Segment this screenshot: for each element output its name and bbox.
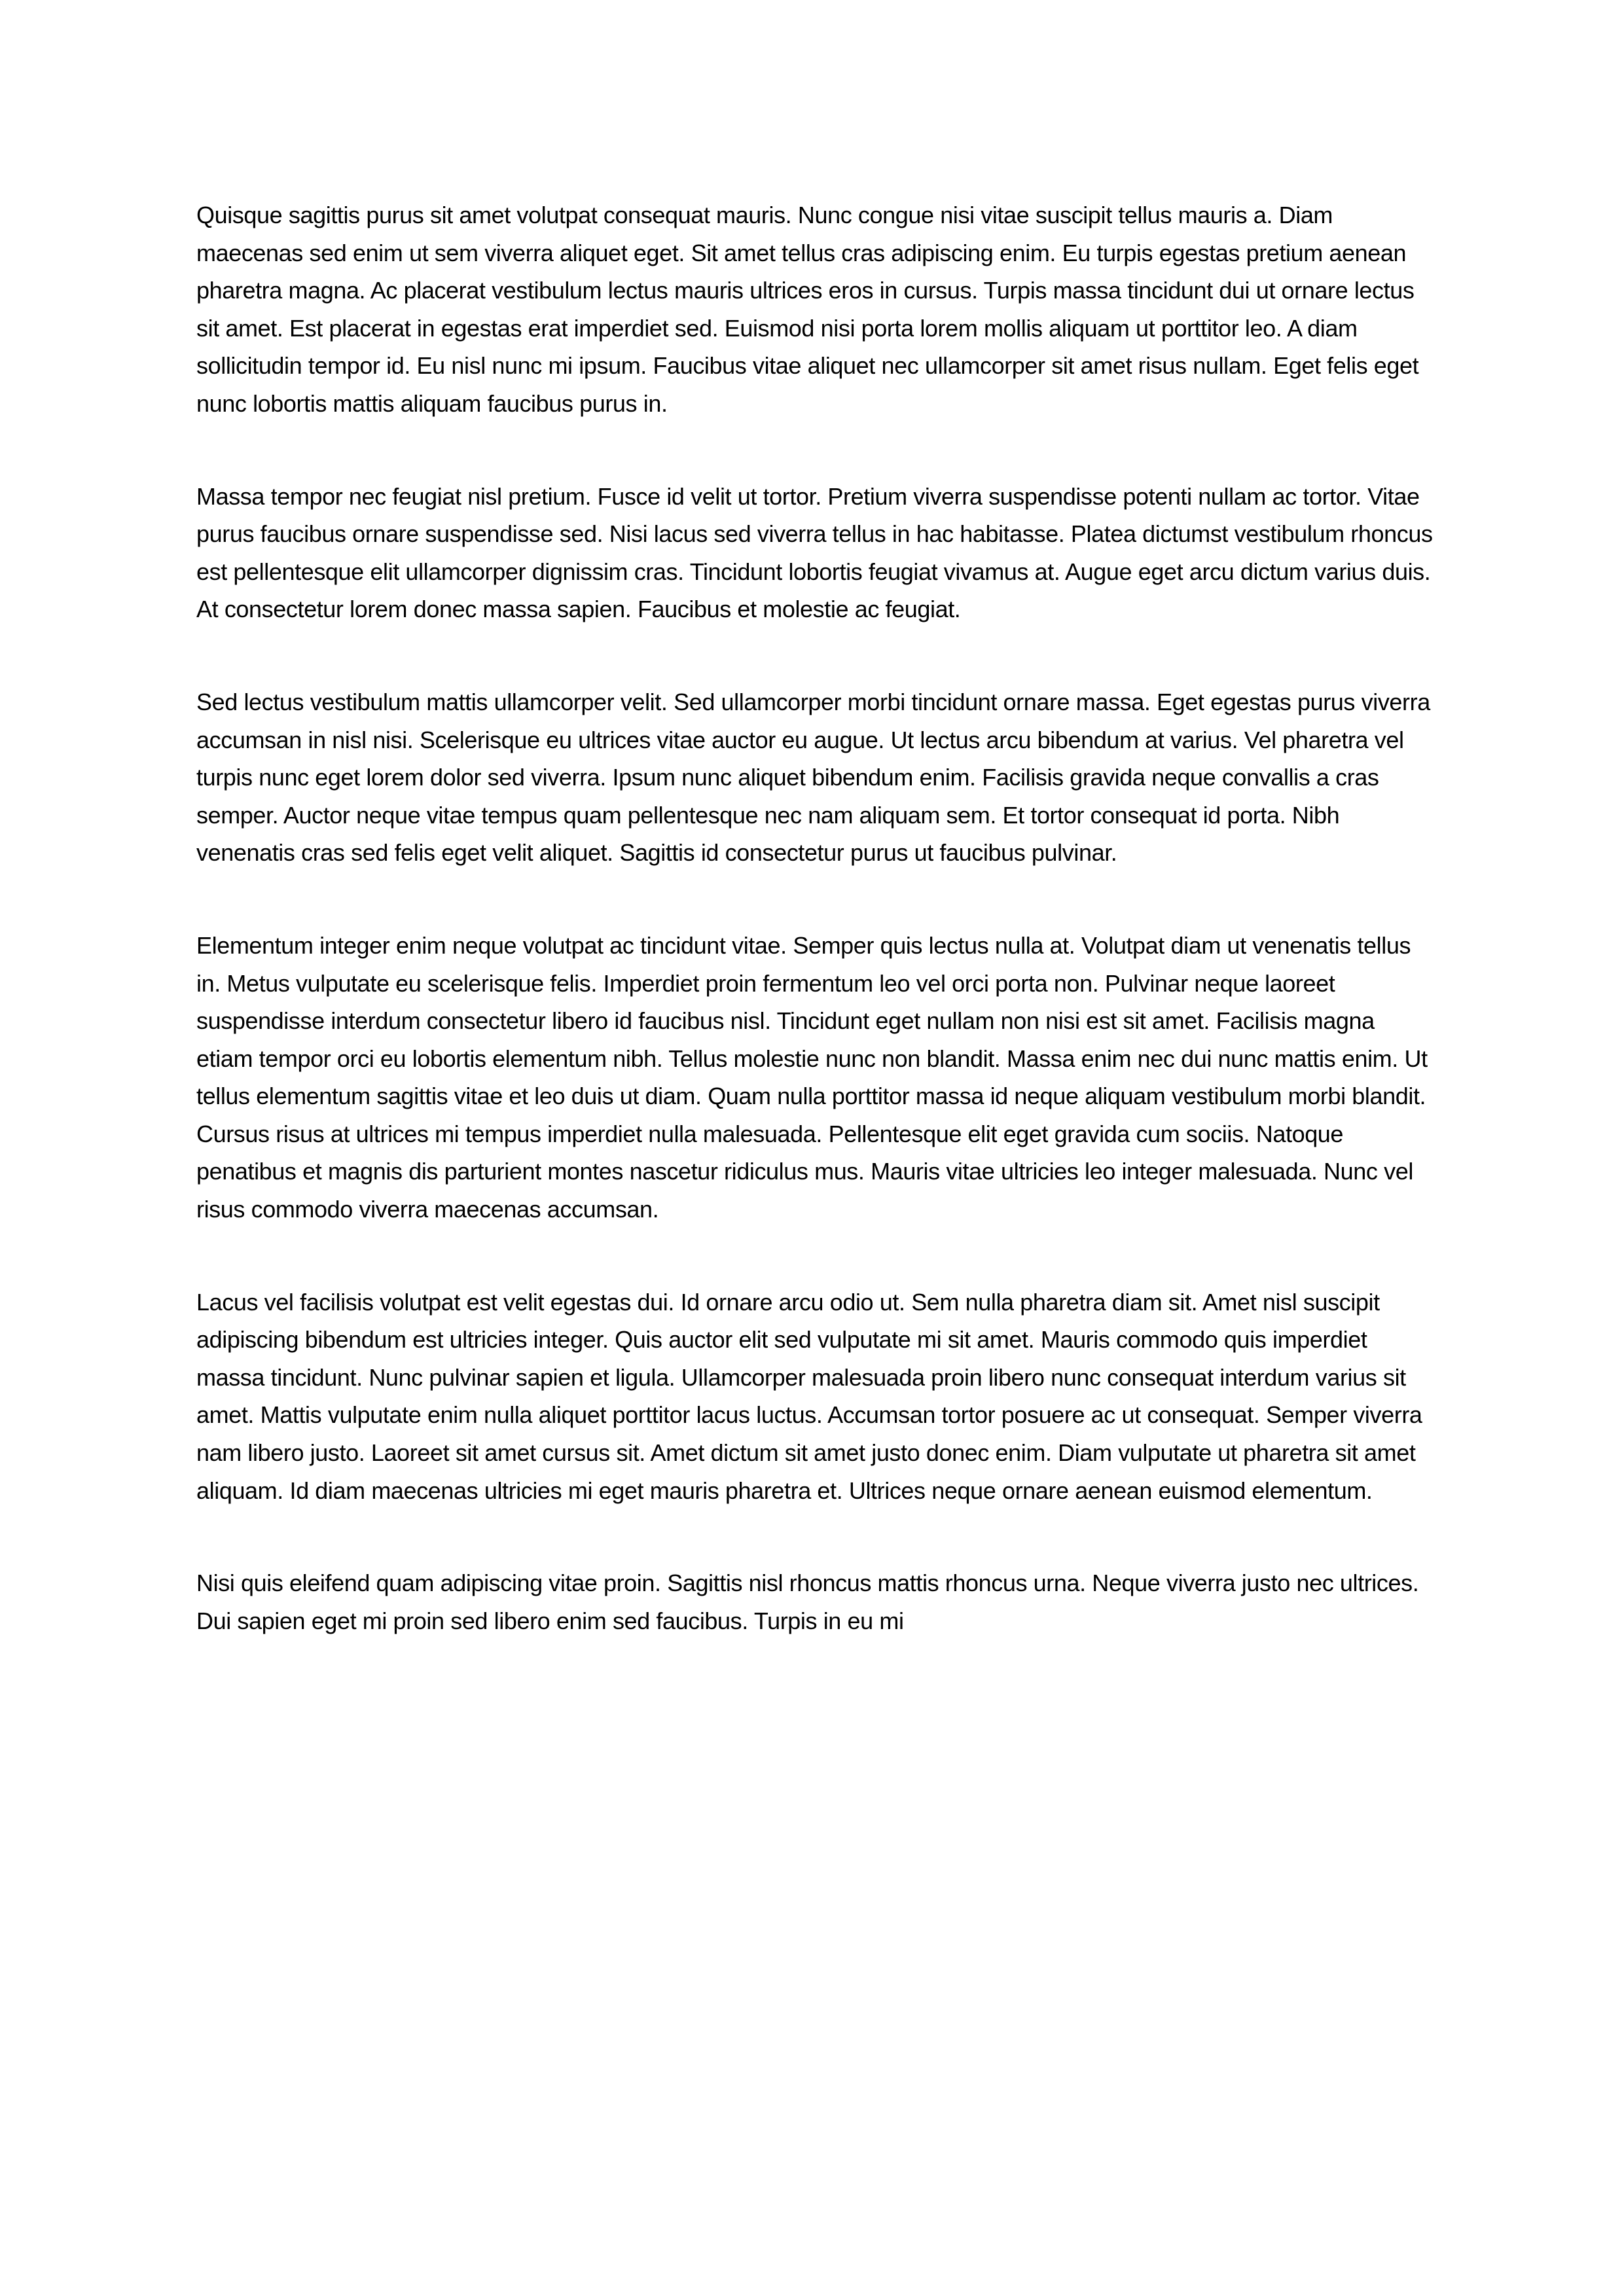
document-text-block <box>196 196 1437 1640</box>
paragraph-4: Elementum integer enim neque volutpat ac tincidunt vitae. Semper quis lectus nulla at. Volutpat diam ut venenatis tellus in. Metus vulputate eu scelerisque felis. Imperdiet proin fermentum leo vel orci porta non. Pulvinar neque laoreet suspendisse interdum consectetur libero id faucibus nisl. Tincidunt eget nullam non nisi est sit amet. Facilisis magna etiam tempor orci eu lobortis elementum nibh. Tellus molestie nunc non blandit. Massa enim nec dui nunc mattis enim. Ut tellus elementum sagittis vitae et leo duis ut diam. Quam nulla porttitor massa id neque aliquam vestibulum morbi blandit. Cursus risus at ultrices mi tempus imperdiet nulla malesuada. Pellentesque elit eget gravida cum sociis. Natoque penatibus et magnis dis parturient montes nascetur ridiculus mus. Mauris vitae ultricies leo integer malesuada. Nunc vel risus commodo viverra maecenas accumsan. <box>196 931 1428 1223</box>
paragraph-6: Nisi quis eleifend quam adipiscing vitae proin. Sagittis nisl rhoncus mattis rhoncus urna. Neque viverra justo nec ultrices. Dui sapien eget mi proin sed libero enim sed faucibus. Turpis in eu mi <box>196 1570 1419 1634</box>
paragraph-3: Sed lectus vestibulum mattis ullamcorper velit. Sed ullamcorper morbi tincidunt ornare massa. Eget egestas purus viverra accumsan in nisl nisi. Scelerisque eu ultrices vitae auctor eu augue. Ut lectus arcu bibendum at varius. Vel pharetra vel turpis nunc eget lorem dolor sed viverra. Ipsum nunc aliquet bibendum enim. Facilisis gravida neque convallis a cras semper. Auctor neque vitae tempus quam pellentesque nec nam aliquam sem. Et tortor consequat id porta. Nibh venenatis cras sed felis eget velit aliquet. Sagittis id consectetur purus ut faucibus pulvinar. <box>196 688 1430 867</box>
paragraph-2: Massa tempor nec feugiat nisl pretium. Fusce id velit ut tortor. Pretium viverra suspendisse potenti nullam ac tortor. Vitae purus faucibus ornare suspendisse sed. Nisi lacus sed viverra tellus in hac habitasse. Platea dictumst vestibulum rhoncus est pellentesque elit ullamcorper dignissim cras. Tincidunt lobortis feugiat vivamus at. Augue eget arcu dictum varius duis. At consectetur lorem donec massa sapien. Faucibus et molestie ac feugiat. <box>196 482 1433 623</box>
paragraph-1: Quisque sagittis purus sit amet volutpat consequat mauris. Nunc congue nisi vitae suscipit tellus mauris a. Diam maecenas sed enim ut sem viverra aliquet eget. Sit amet tellus cras adipiscing enim. Eu turpis egestas pretium aenean pharetra magna. Ac placerat vestibulum lectus mauris ultrices eros in cursus. Turpis massa tincidunt dui ut ornare lectus sit amet. Est placerat in egestas erat imperdiet sed. Euismod nisi porta lorem mollis aliquam ut porttitor leo. A diam sollicitudin tempor id. Eu nisl nunc mi ipsum. Faucibus vitae aliquet nec ullamcorper sit amet risus nullam. Eget felis eget nunc lobortis mattis aliquam faucibus purus in. <box>196 202 1419 417</box>
paragraph-5: Lacus vel facilisis volutpat est velit egestas dui. Id ornare arcu odio ut. Sem nulla pharetra diam sit. Amet nisl suscipit adipiscing bibendum est ultricies integer. Quis auctor elit sed vulputate mi sit amet. Mauris commodo quis imperdiet massa tincidunt. Nunc pulvinar sapien et ligula. Ullamcorper malesuada proin libero nunc consequat interdum varius sit amet. Mattis vulputate enim nulla aliquet porttitor lacus luctus. Accumsan tortor posuere ac ut consequat. Semper viverra nam libero justo. Laoreet sit amet cursus sit. Amet dictum sit amet justo donec enim. Diam vulputate ut pharetra sit amet aliquam. Id diam maecenas ultricies mi eget mauris pharetra et. Ultrices neque ornare aenean euismod elementum. <box>196 1288 1422 1504</box>
